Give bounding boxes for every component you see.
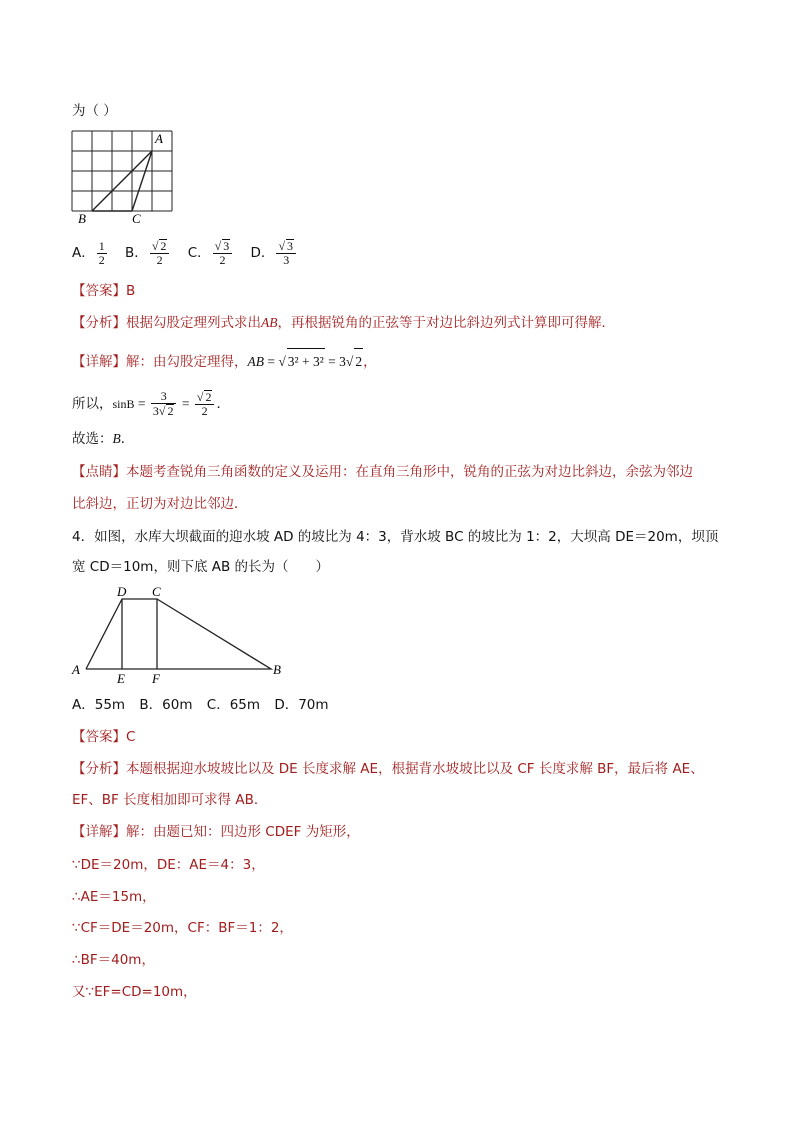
- q3-comment-line2: 比斜边，正切为对边比邻边．: [72, 496, 248, 512]
- q4-option-d: D．70m: [274, 697, 329, 713]
- q3-detail: 【详解】解：由勾股定理得，AB = √ 3² + 3² = 3√ 2，: [72, 348, 377, 375]
- q4-answer: [72, 727, 135, 747]
- q4-options: [72, 695, 339, 715]
- q3-option-a: A． $\frac{1}{2}$: [72, 238, 105, 267]
- q4-analysis-line1: 【分析】本题根据迎水坡坡比以及 DE 长度求解 AE，根据背水坡坡比以及 CF 长度求解 BF，最后将 AE、: [72, 761, 704, 777]
- q4-step-4: ∴BF＝40m，: [72, 952, 155, 968]
- answer-value: C: [126, 729, 136, 745]
- q4-label-E: E: [117, 671, 125, 686]
- q4-analysis-line2: EF、BF 长度相加即可求得 AB．: [72, 792, 268, 808]
- q3-sin-line: 所以，sinB = $\frac{3}{3√ 2}$ = $\frac{√ 2}{2}$ ．: [72, 389, 230, 418]
- answer-tag: 【答案】: [72, 283, 126, 299]
- q4-label-F: F: [152, 671, 160, 686]
- q4-step-1: ∵DE＝20m，DE：AE＝4：3，: [72, 857, 265, 873]
- answer-tag: 【答案】: [72, 729, 126, 745]
- q3-comment-line1: 【点睛】本题考查锐角三角函数的定义及运用：在直角三角形中，锐角的正弦为对边比斜边，余弦为邻边: [72, 464, 693, 480]
- q4-option-b: B．60m: [139, 697, 193, 713]
- q4-stem-line1: 4．如图，水库大坝截面的迎水坡 AD 的坡比为 4：3，背水坡 BC 的坡比为 1：2，大坝高 DE＝20m，坝顶: [72, 529, 719, 545]
- q4-option-c: C．65m: [206, 697, 261, 713]
- q3-option-d: D． $\frac{√ 3}{3}$: [251, 238, 299, 268]
- q4-label-C: C: [152, 584, 161, 599]
- q3-answer: [72, 281, 135, 301]
- q4-step-2: ∴AE＝15m，: [72, 889, 156, 905]
- q3-label-A: A: [155, 131, 163, 146]
- q3-stem-tail: 为（ ）: [72, 103, 117, 119]
- q4-option-a: A．55m: [72, 697, 126, 713]
- q3-choose: 故选：B．: [72, 431, 135, 447]
- q4-label-B: B: [273, 662, 281, 677]
- answer-value: B: [126, 283, 136, 299]
- q4-label-D: D: [117, 584, 127, 599]
- q3-analysis: 【分析】根据勾股定理列式求出AB，再根据锐角的正弦等于对边比斜边列式计算即可得解．: [72, 315, 615, 331]
- q4-dam-figure: [68, 582, 298, 687]
- q3-label-B: B: [78, 211, 86, 226]
- q4-label-A: A: [72, 662, 80, 677]
- q3-option-c: C． $\frac{√ 3}{2}$: [188, 238, 235, 268]
- q4-step-3: ∵CF＝DE＝20m，CF：BF＝1：2，: [72, 920, 293, 936]
- q4-step-5: 又∵EF=CD=10m，: [72, 984, 197, 1000]
- q3-options: [72, 238, 310, 268]
- q3-option-b: B． $\frac{√ 2}{2}$: [125, 238, 171, 268]
- q3-label-C: C: [132, 211, 141, 226]
- q4-stem-line2: 宽 CD＝10m，则下底 AB 的长为（ ）: [72, 559, 330, 575]
- q4-detail-line1: 【详解】解：由题已知：四边形 CDEF 为矩形，: [72, 824, 360, 840]
- q3-grid-figure: [70, 128, 180, 228]
